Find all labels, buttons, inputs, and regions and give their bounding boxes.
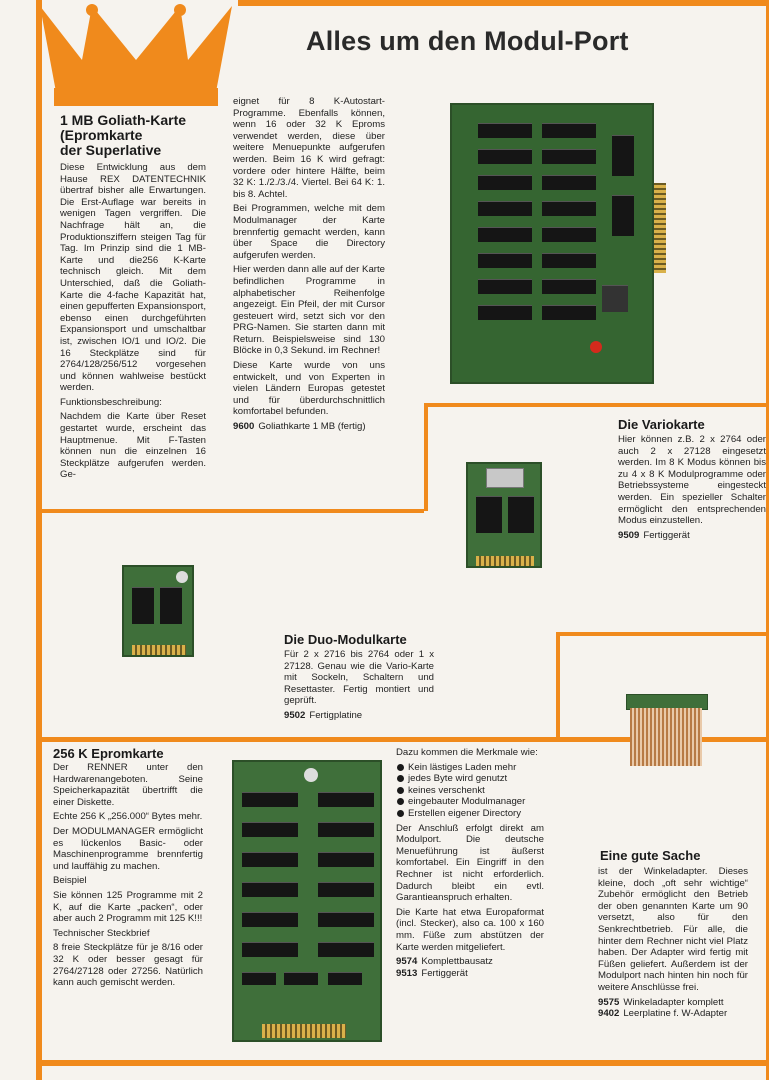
vario-order: 9509 Fertiggerät (618, 529, 690, 541)
goliath-col2-para-2: Bei Programmen, welche mit dem Modulmanager der Karte brennfertig gemacht werden, kann über Space die Directory aufgerufen werden. (233, 203, 385, 261)
k256-para-6: Technischer Steckbrief (53, 927, 150, 939)
duo-order: 9502 Fertigplatine (284, 709, 363, 721)
list-item: eingebauter Modulmanager (396, 796, 544, 808)
list-item: jedes Byte wird genutzt (396, 773, 544, 785)
vario-heading: Die Variokarte (618, 417, 705, 432)
k256-feature-list (396, 762, 544, 820)
duo-text (284, 649, 434, 721)
goliath-text-col1 (60, 162, 206, 484)
pcb-256k (232, 760, 382, 1042)
goliath-heading-line3: der Superlative (60, 142, 162, 158)
k256-features-text (396, 747, 544, 979)
frame-top (238, 0, 769, 6)
goliath-edge-connector (654, 183, 666, 273)
gute-description: ist der Winkeladapter. Dieses kleine, doch „oft sehr wichtige“ Zubehör ermöglicht den Betrieb der oben genannten Karte um 90 versetzt, also für den Senkrechtbetrieb. Für alle, die hinter dem Rechner nicht viel Platz haben. Der Adapter wird fertig mit Füßen geliefert. Außerdem ist der Modulport nach hinten hin noch für weitere Anschlüsse frei. (598, 866, 748, 993)
k256-para-3: Der MODULMANAGER ermöglicht es lückenlos Basic- oder Maschinenprogramme brennfertig und lauffähig zu machen. (53, 825, 203, 872)
k256-para-2: Echte 256 K „256.000“ Bytes mehr. (53, 811, 203, 823)
k256-text (53, 762, 203, 992)
frame-vario-top (424, 403, 769, 407)
k256-more-1: Der Anschluß erfolgt direkt am Modulport. Die deutsche Menueführung ist äußerst komfortabel. Ein Eingriff in den Rechner ist nicht erforderlich. Dadurch bleibt ein evtl. Garantieanspruch erhalten. (396, 822, 544, 904)
goliath-para-2: Funktionsbeschreibung: (60, 396, 162, 408)
goliath-para-3: Nachdem die Karte über Reset gestartet wurde, erscheint das Hauptmenue. Mit F-Tasten können nun die einzelnen 16 Steckplätze aufgerufen werden. Ge- (60, 411, 206, 481)
k256-more-2: Die Karte hat etwa Europaformat (incl. Stecker), also ca. 100 x 160 mm. Füße zum abstützen der Karte werden mitgeliefert. (396, 906, 544, 953)
frame-left (36, 0, 42, 1080)
k256-para-7: 8 freie Steckplätze für je 8/16 oder 32 K oder besser gesagt für 2764/27128 oder 27256. Natürlich kann auch gemischt werden. (53, 942, 203, 989)
gute-heading: Eine gute Sache (600, 848, 701, 863)
pcb-duo (122, 565, 194, 657)
goliath-order: 9600 Goliathkarte 1 MB (fertig) (233, 421, 366, 433)
list-item: Erstellen eigener Directory (396, 808, 544, 820)
k256-heading: 256 K Epromkarte (53, 746, 164, 761)
pcb-vario (466, 462, 542, 568)
frame-mid-left (36, 509, 424, 513)
frame-vario-left (424, 403, 428, 511)
vario-text (618, 434, 766, 541)
frame-adapter-top (556, 632, 769, 636)
goliath-heading-line1: 1 MB Goliath-Karte (60, 112, 187, 128)
k256-para-4: Beispiel (53, 875, 87, 887)
goliath-para-1: Diese Entwicklung aus dem Hause REX DATENTECHNIK übertraf bisher alle Erwartungen. Die Erst-Auflage war bereits in wenigen Tagen vergriffen. Die Nachfrage hält an, die Produktionsziffern steigen Tag für Tag. Im Prinzip sind die 1 MB-Karte und die256 K-Karte technisch gleich. Mit dem Unterschied, daß die Goliath-Karte die 4-fache Kapazität hat, einen gepufferten Expansionsport, ebenso einen durchgeführten Expansionsport und umschaltbar ist, zwischen IO/1 und IO/2. Die 16 Steckplätze sind für 2764/128/256/512 vorgesehen und können wahlweise bestückt werden. (60, 162, 206, 394)
list-item: Kein lästiges Laden mehr (396, 762, 544, 774)
vario-description: Hier können z.B. 2 x 2764 oder auch 2 x 27128 eingesetzt werden. Im 8 K Modus können bis zu 4 x 8 K Modulprogramme oder Betriebssysteme eingesteckt werden. Ein spezieller Schalter ermöglicht den entsprechenden Modus einzustellen. (618, 434, 766, 527)
pcb-goliath (450, 103, 654, 384)
k256-order-1: 9574 Komplettbausatz (396, 956, 493, 968)
k256-para-1: Der RENNER unter den Hardwarenangeboten. Seine Speicherkapazität übertrifft die einer Diskette. (53, 762, 203, 808)
frame-bottom (36, 1060, 769, 1066)
goliath-col2-para-4: Diese Karte wurde von uns entwickelt, und von Experten in vielen Ländern Europas getestet und für überdurchschnittlich komfortabel befunden. (233, 360, 385, 418)
k256-features-intro: Dazu kommen die Merkmale wie: (396, 747, 538, 758)
frame-adapter-left (556, 632, 560, 738)
goliath-heading (60, 113, 230, 158)
gute-order-2: 9402 Leerplatine f. W-Adapter (598, 1007, 728, 1019)
k256-para-5: Sie können 125 Programme mit 2 K, auf die Karte „packen“, oder aber auch 2 Programm mit 125 K!!! (53, 889, 203, 925)
gute-order-1: 9575 Winkeladapter komplett (598, 996, 724, 1008)
duo-description: Für 2 x 2716 bis 2764 oder 1 x 27128. Genau wie die Vario-Karte mit Sockeln, Schaltern und Resettaster. Fertig montiert und geprüft. (284, 649, 434, 707)
gute-text (598, 866, 748, 1019)
crown-logo (34, 0, 239, 108)
page-title: Alles um den Modul-Port (306, 26, 629, 56)
goliath-heading-line2: (Epromkarte (60, 127, 143, 143)
duo-heading: Die Duo-Modulkarte (284, 632, 407, 647)
pcb-winkeladapter (626, 694, 706, 768)
k256-order-2: 9513 Fertiggerät (396, 967, 468, 979)
goliath-text-col2 (233, 96, 385, 432)
goliath-col2-para-1: eignet für 8 K-Autostart-Programme. Ebenfalls können, wenn 16 oder 32 K Eproms verwendet werden, diese über weitere Menuepunkte aufgerufen werden. Beim 16 K wird gefragt: vordere oder hintere Hälfte, beim 32 K: 1./2./3./4. Viertel. Bei 64 K: 1. bis 8. Achtel. (233, 96, 385, 200)
list-item: keines verschenkt (396, 785, 544, 797)
goliath-col2-para-3: Hier werden dann alle auf der Karte befindlichen Programme in alphabetischer Reihenfolge angezeigt. Ein Pfeil, der mit Cursor gesteuert wird, setzt sich vor den PRG-Namen. Sie starten dann mit Return. Beispielsweise sind 130 Blöcke in 0,3 Sekund. im Rechner! (233, 264, 385, 357)
